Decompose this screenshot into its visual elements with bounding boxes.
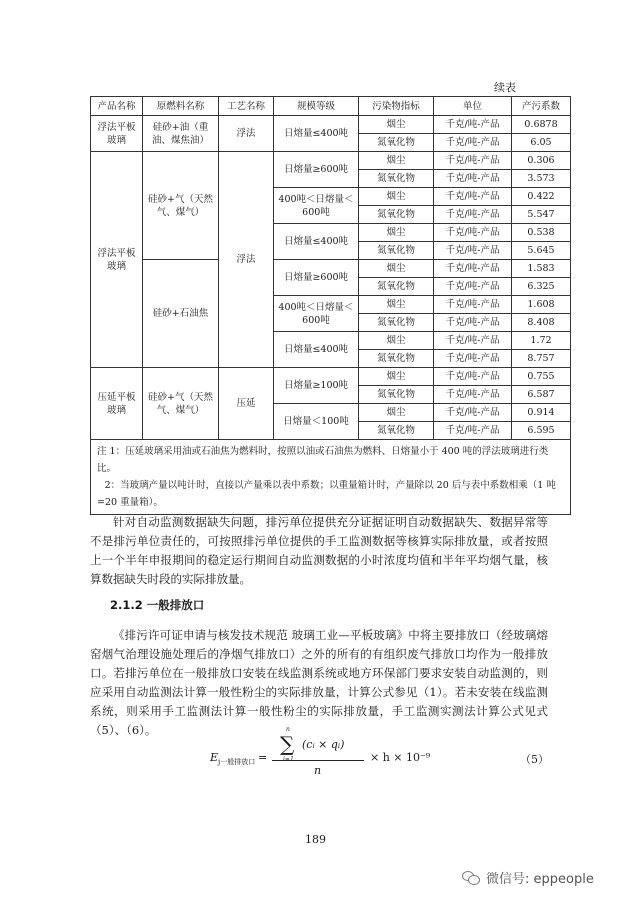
pollutant-cell: 氮氧化物 bbox=[359, 278, 434, 296]
header-cell: 原燃料名称 bbox=[143, 97, 219, 116]
coefficient-cell: 8.408 bbox=[512, 314, 571, 332]
coefficient-cell: 0.6878 bbox=[512, 116, 571, 134]
unit-cell: 千克/吨-产品 bbox=[434, 278, 512, 296]
pollutant-cell: 烟尘 bbox=[359, 260, 434, 278]
coefficient-cell: 6.05 bbox=[512, 134, 571, 152]
pollutant-cell: 烟尘 bbox=[359, 152, 434, 170]
unit-cell: 千克/吨-产品 bbox=[434, 314, 512, 332]
pollutant-cell: 氮氧化物 bbox=[359, 134, 434, 152]
table-row bbox=[91, 260, 571, 278]
header-cell: 规模等级 bbox=[274, 97, 359, 116]
pollutant-cell: 氮氧化物 bbox=[359, 422, 434, 440]
unit-cell: 千克/吨-产品 bbox=[434, 368, 512, 386]
fraction-bar bbox=[272, 760, 364, 761]
table-notes bbox=[91, 440, 571, 515]
coefficient-cell: 3.573 bbox=[512, 170, 571, 188]
scale-cell: 日熔量≥600吨 bbox=[274, 260, 359, 296]
coefficient-cell: 1.583 bbox=[512, 260, 571, 278]
unit-cell: 千克/吨-产品 bbox=[434, 404, 512, 422]
scale-cell: 日熔量≤400吨 bbox=[274, 224, 359, 260]
pollutant-cell: 氮氧化物 bbox=[359, 350, 434, 368]
pollutant-cell: 烟尘 bbox=[359, 404, 434, 422]
coefficient-cell: 1.72 bbox=[512, 332, 571, 350]
unit-cell: 千克/吨-产品 bbox=[434, 422, 512, 440]
wechat-icon bbox=[462, 870, 480, 886]
unit-cell: 千克/吨-产品 bbox=[434, 296, 512, 314]
table-header-row bbox=[91, 97, 571, 116]
unit-cell: 千克/吨-产品 bbox=[434, 206, 512, 224]
unit-cell: 千克/吨-产品 bbox=[434, 350, 512, 368]
header-cell: 产品名称 bbox=[91, 97, 143, 116]
unit-cell: 千克/吨-产品 bbox=[434, 134, 512, 152]
page-number: 189 bbox=[305, 833, 326, 846]
scale-cell: 400吨＜日熔量＜600吨 bbox=[274, 296, 359, 332]
pollutant-cell: 氮氧化物 bbox=[359, 170, 434, 188]
coefficient-cell: 6.325 bbox=[512, 278, 571, 296]
process-cell: 浮法 bbox=[219, 116, 274, 152]
sigma-upper: n bbox=[286, 726, 290, 733]
unit-cell: 千克/吨-产品 bbox=[434, 260, 512, 278]
header-cell: 工艺名称 bbox=[219, 97, 274, 116]
table-row bbox=[91, 116, 571, 134]
formula-lhs: $E_{j一般排放口}$ bbox=[210, 751, 256, 767]
sigma-icon: ∑ bbox=[280, 732, 295, 756]
sigma-lower: i=1 bbox=[283, 756, 294, 763]
unit-cell: 千克/吨-产品 bbox=[434, 170, 512, 188]
header-cell: 污染物指标 bbox=[359, 97, 434, 116]
pollutant-cell: 烟尘 bbox=[359, 332, 434, 350]
equation-number: （5） bbox=[520, 753, 549, 766]
coefficient-cell: 0.538 bbox=[512, 224, 571, 242]
table-row bbox=[91, 368, 571, 386]
coefficient-cell: 0.422 bbox=[512, 188, 571, 206]
scale-cell: 400吨＜日熔量＜600吨 bbox=[274, 188, 359, 224]
fuel-cell: 硅砂+气（天然气、煤气） bbox=[143, 152, 219, 260]
pollutant-cell: 烟尘 bbox=[359, 188, 434, 206]
unit-cell: 千克/吨-产品 bbox=[434, 386, 512, 404]
coefficient-cell: 1.608 bbox=[512, 296, 571, 314]
unit-cell: 千克/吨-产品 bbox=[434, 224, 512, 242]
emission-coefficient-table bbox=[90, 96, 571, 515]
formula-5 bbox=[210, 726, 460, 784]
coefficient-cell: 6.587 bbox=[512, 386, 571, 404]
unit-cell: 千克/吨-产品 bbox=[434, 332, 512, 350]
paragraph-general-outlet: 《排污许可证申请与核发技术规范 玻璃工业—平板玻璃》中将主要排放口（经玻璃熔窑烟气治理设施处理后的净烟气排放口）之外的所有的有组织废气排放口均作为一般排放口。若排污单位在一般排放口安装在线监测系统或地方环保部门要求安装自动监测的，则应采用自动监测法计算一般性粉尘的实际排放量，计算公式参见（1）。若未安装在线监测系统，则采用手工监测法计算一般性粉尘的实际排放量，手工监测实测法计算公式见式（5）、（6）。 bbox=[90, 628, 548, 737]
header-cell: 单位 bbox=[434, 97, 512, 116]
coefficient-cell: 5.547 bbox=[512, 206, 571, 224]
formula-denominator: n bbox=[314, 764, 322, 777]
scale-cell: 日熔量＜100吨 bbox=[274, 404, 359, 440]
table-row bbox=[91, 152, 571, 170]
coefficient-cell: 5.645 bbox=[512, 242, 571, 260]
process-cell: 浮法 bbox=[219, 152, 274, 368]
wechat-watermark bbox=[462, 868, 594, 887]
header-cell: 产污系数 bbox=[512, 97, 571, 116]
product-cell: 浮法平板玻璃 bbox=[91, 152, 143, 368]
unit-cell: 千克/吨-产品 bbox=[434, 116, 512, 134]
formula-tail: × h × 10⁻⁹ bbox=[370, 751, 431, 764]
coefficient-cell: 0.306 bbox=[512, 152, 571, 170]
scale-cell: 日熔量≤400吨 bbox=[274, 116, 359, 152]
process-cell: 压延 bbox=[219, 368, 274, 440]
note-2: 2：当玻璃产量以吨计时，直接以产量乘以表中系数；以重量箱计时，产量除以 20 后与表中系数相乘（1 吨=20 重量箱）。 bbox=[97, 480, 556, 508]
formula-term: (cᵢ × qᵢ) bbox=[302, 738, 345, 751]
pollutant-cell: 烟尘 bbox=[359, 296, 434, 314]
product-cell: 浮法平板玻璃 bbox=[91, 116, 143, 152]
pollutant-cell: 氮氧化物 bbox=[359, 206, 434, 224]
pollutant-cell: 氮氧化物 bbox=[359, 314, 434, 332]
pollutant-cell: 氮氧化物 bbox=[359, 242, 434, 260]
continued-label: 续表 bbox=[494, 81, 516, 94]
unit-cell: 千克/吨-产品 bbox=[434, 188, 512, 206]
coefficient-cell: 6.595 bbox=[512, 422, 571, 440]
scale-cell: 日熔量≥600吨 bbox=[274, 152, 359, 188]
fuel-cell: 硅砂+油（重油、煤焦油） bbox=[143, 116, 219, 152]
coefficient-cell: 0.914 bbox=[512, 404, 571, 422]
pollutant-cell: 烟尘 bbox=[359, 224, 434, 242]
pollutant-cell: 氮氧化物 bbox=[359, 386, 434, 404]
unit-cell: 千克/吨-产品 bbox=[434, 242, 512, 260]
formula-equals: = bbox=[258, 751, 268, 764]
product-cell: 压延平板玻璃 bbox=[91, 368, 143, 440]
watermark-text: 微信号: eppeople bbox=[486, 872, 594, 887]
coefficient-cell: 0.755 bbox=[512, 368, 571, 386]
table-note-row bbox=[91, 440, 571, 515]
fuel-cell: 硅砂+气（天然气、煤气） bbox=[143, 368, 219, 440]
scale-cell: 日熔量≥100吨 bbox=[274, 368, 359, 404]
coefficient-cell: 8.757 bbox=[512, 350, 571, 368]
unit-cell: 千克/吨-产品 bbox=[434, 152, 512, 170]
section-heading: 2.1.2 一般排放口 bbox=[110, 598, 205, 612]
pollutant-cell: 烟尘 bbox=[359, 368, 434, 386]
pollutant-cell: 烟尘 bbox=[359, 116, 434, 134]
note-1: 注 1：压延玻璃采用油或石油焦为燃料时，按照以油或石油焦为燃料、日熔量小于 400 吨的浮法玻璃进行类比。 bbox=[97, 446, 549, 474]
fuel-cell: 硅砂+石油焦 bbox=[143, 260, 219, 368]
paragraph-missing-data: 针对自动监测数据缺失问题，排污单位提供充分证据证明自动数据缺失、数据异常等不是排污单位责任的，可按照排污单位提供的手工监测数据等核算实际排放量，或者按照上一个半年申报期间的稳定运行期间自动监测数据的小时浓度均值和半年平均烟气量，核算数据缺失时段的实际排放量。 bbox=[90, 515, 548, 586]
scale-cell: 日熔量≤400吨 bbox=[274, 332, 359, 368]
